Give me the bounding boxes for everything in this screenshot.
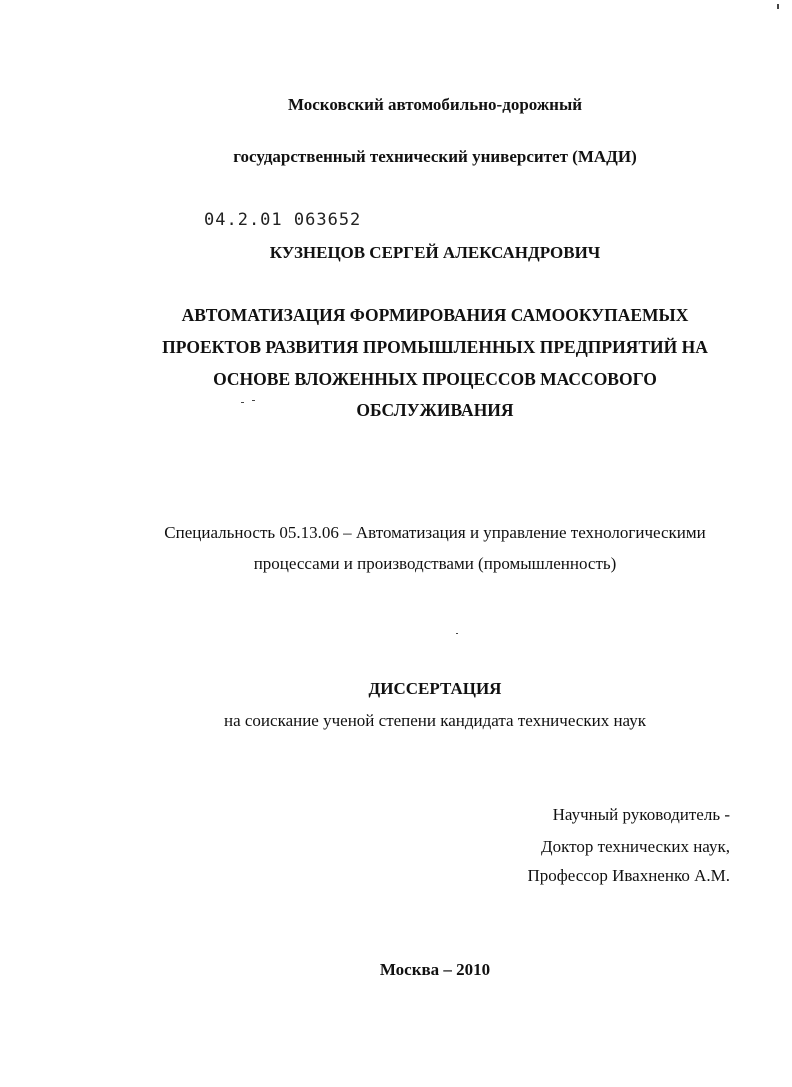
dissertation-heading: ДИССЕРТАЦИЯ bbox=[368, 679, 502, 698]
scan-speck bbox=[252, 400, 255, 401]
university-name-line-1: Московский автомобильно-дорожный bbox=[287, 95, 583, 114]
scan-speck bbox=[777, 4, 779, 9]
thesis-title-line-1: АВТОМАТИЗАЦИЯ ФОРМИРОВАНИЯ САМООКУПАЕМЫХ bbox=[181, 305, 689, 325]
supervisor-name: Профессор Ивахненко А.М. bbox=[527, 866, 730, 885]
scan-speck bbox=[241, 402, 244, 403]
thesis-title-line-2: ПРОЕКТОВ РАЗВИТИЯ ПРОМЫШЛЕННЫХ ПРЕДПРИЯТИЙ НА bbox=[162, 337, 708, 357]
author-name: КУЗНЕЦОВ СЕРГЕЙ АЛЕКСАНДРОВИЧ bbox=[269, 243, 601, 262]
university-name-line-2: государственный технический университет (МАДИ) bbox=[233, 147, 637, 166]
specialty-line-2: процессами и производствами (промышленность) bbox=[253, 554, 617, 573]
supervisor-degree: Доктор технических наук, bbox=[541, 837, 730, 856]
thesis-title-line-4: ОБСЛУЖИВАНИЯ bbox=[356, 400, 514, 420]
thesis-title-line-3: ОСНОВЕ ВЛОЖЕННЫХ ПРОЦЕССОВ МАССОВОГО bbox=[213, 369, 657, 389]
city-and-year: Москва – 2010 bbox=[379, 960, 491, 979]
specialty-line-1: Специальность 05.13.06 – Автоматизация и управление технологическими bbox=[164, 523, 706, 542]
supervisor-label: Научный руководитель - bbox=[552, 805, 730, 824]
registry-number-stamp: 04.2.01 063652 bbox=[204, 210, 362, 230]
dissertation-subtitle: на соискание ученой степени кандидата технических наук bbox=[223, 711, 646, 730]
scan-speck bbox=[456, 633, 458, 634]
